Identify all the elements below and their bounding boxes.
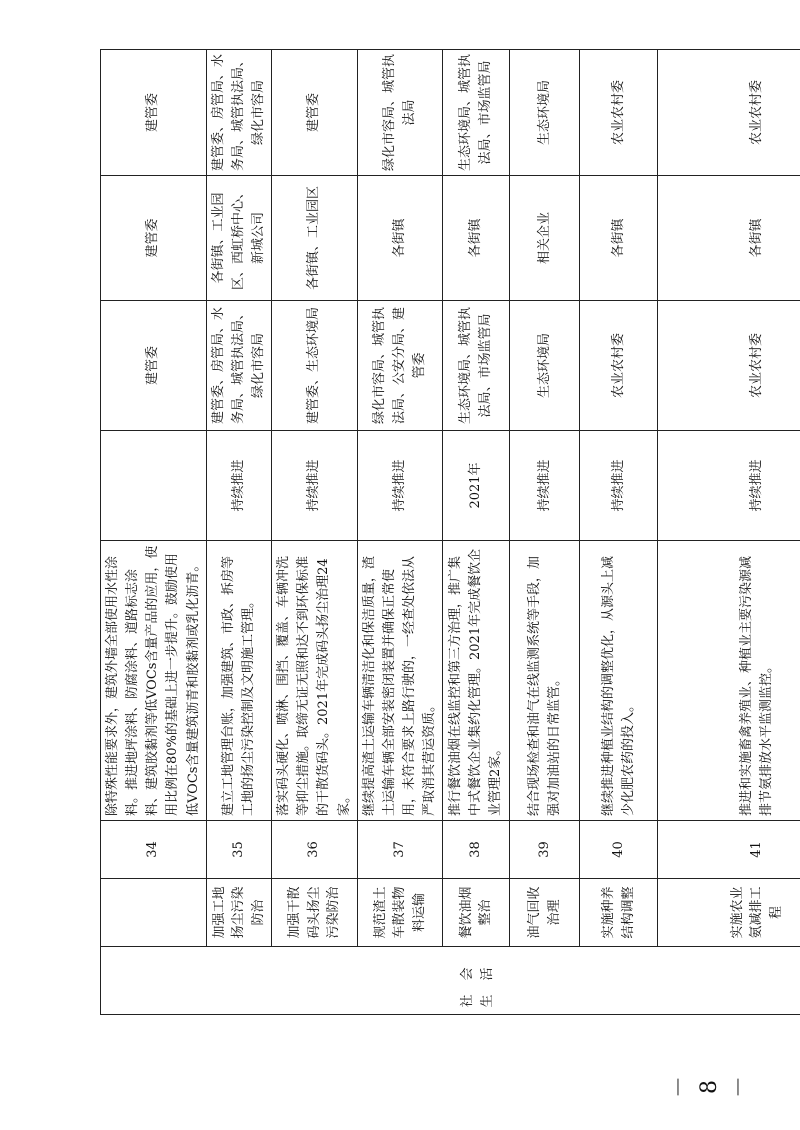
table-row — [510, 50, 580, 1015]
page-number: － 8 － — [667, 1076, 752, 1099]
responsible-unit-cell: 各街镇 — [658, 176, 800, 301]
category-label: 社会生活 — [459, 953, 496, 1008]
lead-unit-cell: 绿化市容局、城管执法局、公安分局、建管委 — [357, 301, 443, 431]
lead-unit-cell: 建管委 — [101, 301, 207, 431]
support-unit-cell: 建管委、房管局、水务局、城管执法局、绿化市容局 — [206, 50, 271, 176]
support-unit-cell: 农业农村委 — [658, 50, 800, 176]
subcategory-cell: 餐饮油烟整治 — [443, 879, 510, 947]
measure-cell: 继续推进种植业结构的调整优化，从源头上减少化肥农药的投入。 — [580, 541, 658, 821]
lead-unit-cell: 农业农村委 — [580, 301, 658, 431]
measure-cell: 落实码头硬化、喷淋、围挡、覆盖、车辆冲洗等抑尘措施。取缔无证无照和达不到环保标准的干散货码头。2021年完成码头扬尘治理24家。 — [272, 541, 358, 821]
support-unit-cell: 农业农村委 — [580, 50, 658, 176]
row-number: 39 — [510, 821, 580, 879]
lead-unit-cell: 生态环境局、城管执法局、市场监管局 — [443, 301, 510, 431]
lead-unit-cell: 生态环境局 — [510, 301, 580, 431]
time-cell: 持续推进 — [658, 431, 800, 541]
row-number: 35 — [206, 821, 271, 879]
support-unit-cell: 绿化市容局、城管执法局 — [357, 50, 443, 176]
table-row — [580, 50, 658, 1015]
time-cell: 持续推进 — [510, 431, 580, 541]
measure-cell: 推进和实施畜禽养殖业、种植业主要污染源减排节氨排放水平监测监控。 — [658, 541, 800, 821]
support-unit-cell: 建管委 — [272, 50, 358, 176]
support-unit-cell: 生态环境局 — [510, 50, 580, 176]
measure-cell: 继续提高渣土运输车辆清洁化和保洁质量，渣土运输车辆全部安装密闭装置并确保正常使用，未符合要求上路行驶的，一经查处依法从严取消其营运资质。 — [357, 541, 443, 821]
subcategory-cell: 实施农业氨减排工程 — [658, 879, 800, 947]
row-number: 34 — [101, 821, 207, 879]
lead-unit-cell: 建管委、房管局、水务局、城管执法局、绿化市容局 — [206, 301, 271, 431]
row-number: 37 — [357, 821, 443, 879]
subcategory-cell: 加强干散码头扬尘污染防治 — [272, 879, 358, 947]
support-unit-cell: 生态环境局、城管执法局、市场监管局 — [443, 50, 510, 176]
table-row — [357, 50, 443, 1015]
measures-table — [100, 49, 800, 1015]
responsible-unit-cell: 各街镇、工业园区、西虹桥中心、新城公司 — [206, 176, 271, 301]
time-cell — [101, 431, 207, 541]
subcategory-cell: 油气回收治理 — [510, 879, 580, 947]
row-number: 40 — [580, 821, 658, 879]
measure-cell: 除特殊性能要求外，建筑外墙全部使用水性涂料。推进地坪涂料、防腐涂料、道路标志涂料、建筑胶黏剂等低VOCs含量产品的应用，使用比例在80%的基础上进一步提升。鼓励使用低VOCs含量建筑沥青和胶黏剂或乳化沥青。 — [101, 541, 207, 821]
subcategory-cell: 规范渣土车散装物料运输 — [357, 879, 443, 947]
row-number: 41 — [658, 821, 800, 879]
responsible-unit-cell: 各街镇、工业园区 — [272, 176, 358, 301]
category-cell — [101, 947, 800, 1015]
time-cell: 持续推进 — [272, 431, 358, 541]
measure-cell: 结合现场检查和油气在线监测系统等手段，加强对加油站的日常监管。 — [510, 541, 580, 821]
responsible-unit-cell: 各街镇 — [443, 176, 510, 301]
table-row — [272, 50, 358, 1015]
measure-cell: 建立工地管理台账，加强建筑、市政、拆房等工地的扬尘污染控制及文明施工管理。 — [206, 541, 271, 821]
lead-unit-cell: 农业农村委 — [658, 301, 800, 431]
row-number: 36 — [272, 821, 358, 879]
subcategory-cell: 加强工地扬尘污染防治 — [206, 879, 271, 947]
lead-unit-cell: 建管委、生态环境局 — [272, 301, 358, 431]
support-unit-cell: 建管委 — [101, 50, 207, 176]
table-row — [206, 50, 271, 1015]
rotated-table-container — [100, 50, 784, 1015]
time-cell: 持续推进 — [580, 431, 658, 541]
table-row — [658, 50, 800, 1015]
time-cell: 持续推进 — [206, 431, 271, 541]
time-cell: 2021年 — [443, 431, 510, 541]
responsible-unit-cell: 各街镇 — [357, 176, 443, 301]
subcategory-cell — [101, 879, 207, 947]
table-row — [101, 50, 207, 1015]
responsible-unit-cell: 相关企业 — [510, 176, 580, 301]
row-number: 38 — [443, 821, 510, 879]
subcategory-cell: 实施种养结构调整 — [580, 879, 658, 947]
table-row — [443, 50, 510, 1015]
time-cell: 持续推进 — [357, 431, 443, 541]
responsible-unit-cell: 各街镇 — [580, 176, 658, 301]
responsible-unit-cell: 建管委 — [101, 176, 207, 301]
measure-cell: 推行餐饮油烟在线监控和第三方治理，推广集中式餐饮企业集约化管理。2021年完成餐饮企业管理2家。 — [443, 541, 510, 821]
